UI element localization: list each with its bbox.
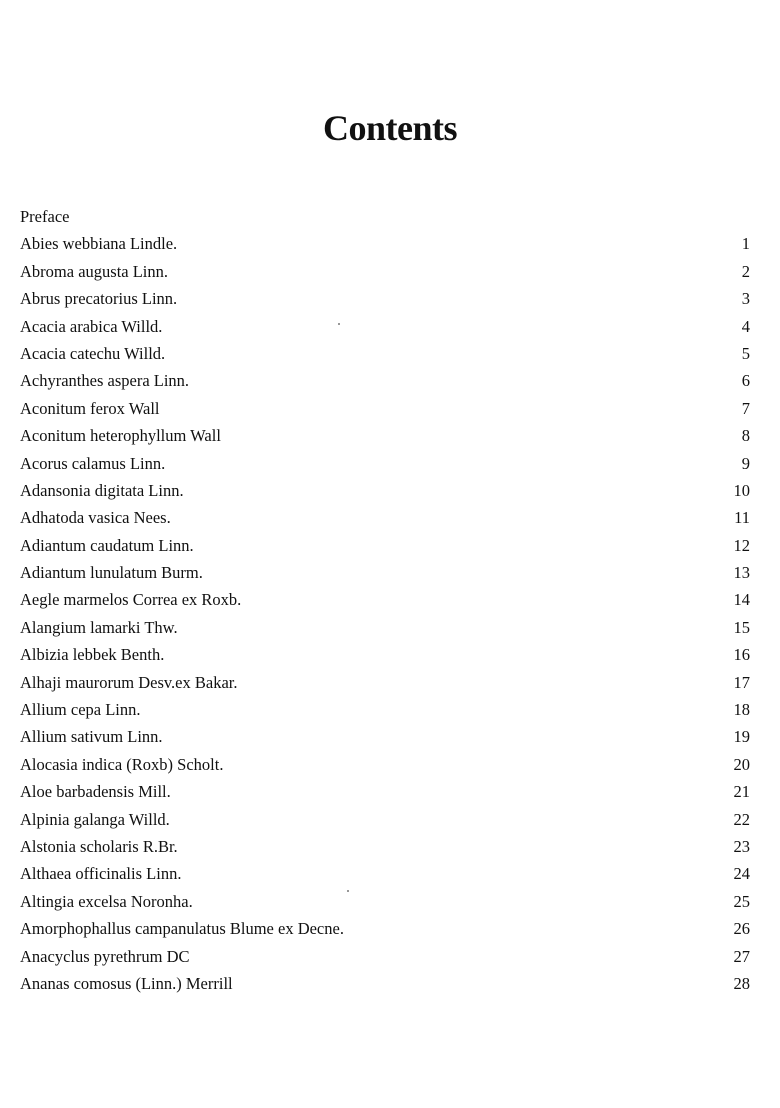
toc-entry[interactable] [20,532,750,559]
toc-entry-page: 2 [741,261,750,281]
toc-entry-label: Acacia arabica Willd. [20,316,163,336]
toc-entry-label: Aegle marmelos Correa ex Roxb. [20,590,242,610]
toc-entry-page: 26 [733,919,750,939]
toc-entry-label: Allium cepa Linn. [20,700,141,720]
toc-entry-page: 1 [741,234,750,254]
toc-entry-page: 28 [733,973,750,993]
toc-entry-page: 12 [733,535,750,555]
toc-entry[interactable] [20,395,750,422]
toc-entry-label: Alstonia scholaris R.Br. [20,836,178,856]
toc-entry-page: 18 [733,700,750,720]
toc-entry[interactable] [20,422,750,449]
toc-entry[interactable] [20,340,750,367]
toc-entry-page: 15 [733,617,750,637]
table-of-contents [20,203,750,997]
toc-entry-label: Aconitum heterophyllum Wall [20,426,221,446]
toc-entry-label: Allium sativum Linn. [20,727,163,747]
toc-entry[interactable] [20,559,750,586]
toc-entry[interactable] [20,888,750,915]
toc-entry-label: Achyranthes aspera Linn. [20,371,190,391]
toc-entry-label: Amorphophallus campanulatus Blume ex Decne. [20,919,344,939]
toc-entry-page: 8 [741,426,750,446]
toc-entry-label: Althaea officinalis Linn. [20,864,182,884]
toc-entry[interactable] [20,751,750,778]
toc-entry-page: 24 [733,864,750,884]
toc-entry-label: Aloe barbadensis Mill. [20,782,171,802]
toc-entry-label: Preface [20,207,70,226]
scan-speck [338,323,340,325]
toc-entry-page: 5 [741,343,750,363]
toc-entry-label: Acacia catechu Willd. [20,343,166,363]
toc-entry[interactable] [20,970,750,997]
toc-entry-page: 10 [733,480,750,500]
toc-entry-label: Abroma augusta Linn. [20,261,169,281]
toc-entry-page: 22 [733,809,750,829]
toc-entry-page: 3 [741,289,750,309]
toc-entry-page: 19 [733,727,750,747]
toc-entry-label: Abrus precatorius Linn. [20,289,178,309]
toc-entry[interactable] [20,915,750,942]
toc-entry-label: Albizia lebbek Benth. [20,645,165,665]
toc-entry[interactable] [20,203,750,230]
toc-entry[interactable] [20,943,750,970]
toc-entry-label: Acorus calamus Linn. [20,453,166,473]
toc-entry-page: 23 [733,836,750,856]
toc-entry-label: Adansonia digitata Linn. [20,480,184,500]
toc-entry[interactable] [20,723,750,750]
toc-entry-page: 21 [733,782,750,802]
toc-entry-label: Alocasia indica (Roxb) Scholt. [20,754,224,774]
page-title: Contents [322,108,457,148]
toc-entry-label: Aconitum ferox Wall [20,398,160,418]
toc-entry[interactable] [20,450,750,477]
toc-entry[interactable] [20,504,750,531]
toc-entry-page: 11 [734,508,750,528]
toc-entry[interactable] [20,860,750,887]
toc-entry-label: Adhatoda vasica Nees. [20,508,171,528]
toc-entry-label: Alangium lamarki Thw. [20,617,178,637]
toc-entry-page: 25 [733,891,750,911]
toc-entry[interactable] [20,258,750,285]
toc-entry[interactable] [20,586,750,613]
toc-entry-page: 6 [741,371,750,391]
toc-entry[interactable] [20,477,750,504]
toc-entry-page: 9 [741,453,750,473]
toc-entry-label: Altingia excelsa Noronha. [20,891,193,911]
toc-entry-page: 13 [733,563,750,583]
toc-entry[interactable] [20,285,750,312]
toc-entry-page: 20 [733,754,750,774]
toc-entry[interactable] [20,833,750,860]
toc-entry-page: 4 [741,316,750,336]
toc-entry-label: Adiantum lunulatum Burm. [20,563,203,583]
toc-entry-page: 7 [741,398,750,418]
toc-entry[interactable] [20,778,750,805]
toc-entry-label: Abies webbiana Lindle. [20,234,178,254]
toc-entry[interactable] [20,614,750,641]
toc-entry-label: Alhaji maurorum Desv.ex Bakar. [20,672,238,692]
toc-entry[interactable] [20,696,750,723]
toc-entry[interactable] [20,367,750,394]
toc-entry-label: Alpinia galanga Willd. [20,809,170,829]
toc-entry-page: 27 [733,946,750,966]
toc-entry-label: Anacyclus pyrethrum DC [20,946,190,966]
toc-entry-label: Ananas comosus (Linn.) Merrill [20,973,233,993]
scan-speck [347,890,349,892]
toc-entry-page: 16 [733,645,750,665]
toc-entry[interactable] [20,641,750,668]
toc-entry-page: 14 [733,590,750,610]
toc-entry-page: 17 [733,672,750,692]
toc-entry[interactable] [20,230,750,257]
toc-entry[interactable] [20,806,750,833]
toc-entry[interactable] [20,313,750,340]
toc-entry[interactable] [20,669,750,696]
toc-entry-label: Adiantum caudatum Linn. [20,535,194,555]
